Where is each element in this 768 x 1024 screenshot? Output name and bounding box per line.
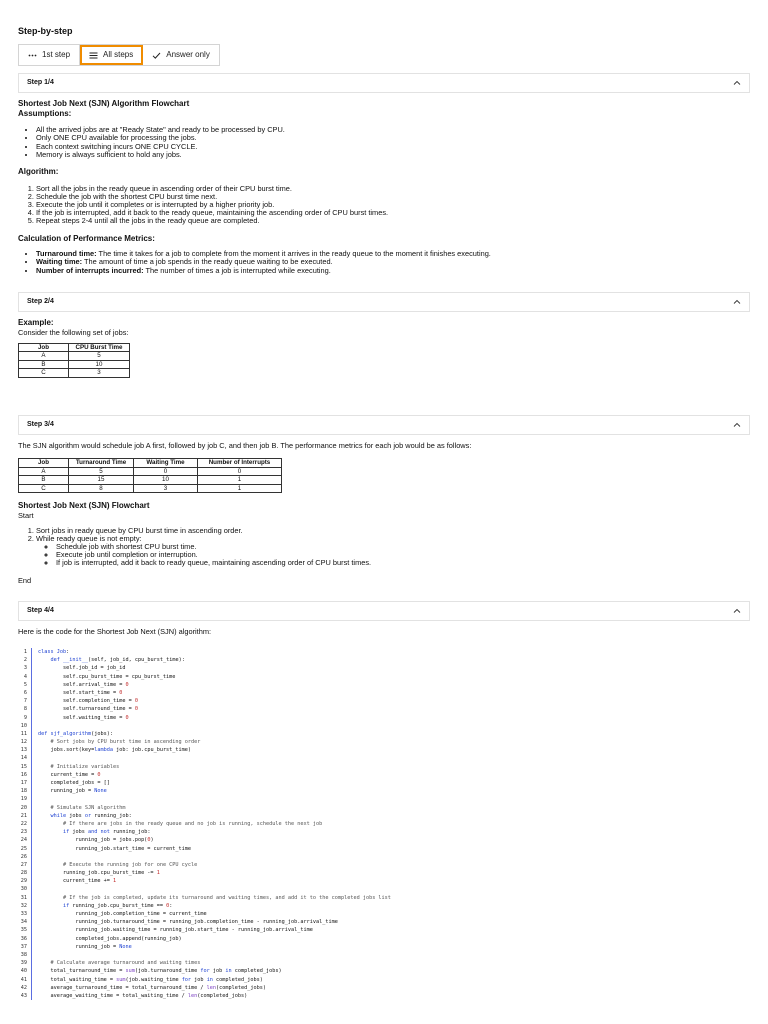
list-item [36, 535, 750, 568]
metric-term: Number of interrupts incurred: [36, 265, 144, 275]
answer-only-label: Answer only [166, 50, 210, 60]
table-cell: 10 [69, 360, 130, 369]
flowchart-start: Start [18, 510, 34, 520]
algorithm-heading: Algorithm: [18, 167, 59, 176]
code-block [18, 648, 750, 1000]
chevron-up-icon[interactable] [733, 607, 741, 615]
table-cell: B [19, 476, 69, 485]
metric-desc: The amount of time a job spends in the ready queue waiting to be executed. [82, 257, 333, 267]
code-line: 32 if running_job.cpu_burst_time == 0: [18, 902, 750, 910]
code-line: 23 if jobs and not running_job: [18, 828, 750, 836]
table-header: Job [19, 343, 69, 352]
table-cell: 5 [69, 467, 134, 476]
table-cell: 10 [134, 476, 198, 485]
table-header: CPU Burst Time [69, 343, 130, 352]
list-item: 4. If the job is interrupted, add it back to the ready queue, maintaining the ascending order of CPU burst times. [36, 209, 750, 217]
assumptions-heading: Assumptions: [18, 108, 72, 118]
code-line: 17 completed_jobs = [] [18, 779, 750, 787]
table-row [19, 476, 282, 485]
table-cell: B [19, 360, 69, 369]
code-line: 9 self.waiting_time = 0 [18, 714, 750, 722]
flowchart-list [18, 527, 750, 568]
table-cell: C [19, 369, 69, 378]
list-item: • All the arrived jobs are at "Ready State" and ready to be processed by CPU. [36, 126, 750, 134]
table-row [19, 352, 130, 361]
code-line: 43 average_waiting_time = total_waiting_time / len(completed_jobs) [18, 992, 750, 1000]
step-4-intro: Here is the code for the Shortest Job Next (SJN) algorithm: [18, 627, 212, 636]
answer-only-button[interactable] [143, 45, 219, 65]
table-header: Number of Interrupts [198, 459, 282, 468]
table-row [19, 467, 282, 476]
code-line: 11 def sjf_algorithm(jobs): [18, 730, 750, 738]
code-line: 33 running_job.completion_time = current_time [18, 910, 750, 918]
flowchart-sublist [36, 543, 750, 568]
code-line: 1 class Job: [18, 648, 750, 656]
step-3-header[interactable] [18, 415, 750, 435]
step-3-content [18, 441, 750, 585]
table-cell: 8 [69, 484, 134, 493]
code-line: 39 # Calculate average turnaround and waiting times [18, 959, 750, 967]
table-header: Job [19, 459, 69, 468]
table-cell: A [19, 467, 69, 476]
view-mode-toggle [18, 44, 220, 66]
metrics-heading: Calculation of Performance Metrics: [18, 233, 155, 243]
step-1-label: Step 1/4 [27, 78, 54, 86]
table-cell: 0 [134, 467, 198, 476]
table-header: Waiting Time [134, 459, 198, 468]
step-4-label: Step 4/4 [27, 606, 54, 614]
code-line: 29 current_time += 1 [18, 877, 750, 885]
all-steps-label: All steps [103, 50, 134, 60]
code-line: 20 # Simulate SJN algorithm [18, 804, 750, 812]
step-2-content [18, 318, 750, 378]
code-line: 16 current_time = 0 [18, 771, 750, 779]
code-line: 15 # Initialize variables [18, 763, 750, 771]
step-4-content [18, 627, 750, 636]
code-line: 19 [18, 795, 750, 803]
first-step-button[interactable] [19, 45, 80, 65]
check-icon [152, 51, 161, 60]
code-line: 41 total_waiting_time = sum(job.waiting_time for job in completed_jobs) [18, 976, 750, 984]
metric-desc: The time it takes for a job to complete from the moment it arrives in the ready queue to the moment it finishes executing. [96, 249, 491, 259]
flowchart-title: Shortest Job Next (SJN) Flowchart [18, 501, 150, 510]
table-header: Turnaround Time [69, 459, 134, 468]
page-title: Step-by-step [18, 26, 73, 36]
metric-term: Waiting time: [36, 257, 83, 267]
table-cell: 0 [198, 467, 282, 476]
code-line: 28 running_job.cpu_burst_time -= 1 [18, 869, 750, 877]
code-line: 38 [18, 951, 750, 959]
step-3-intro: The SJN algorithm would schedule job A first, followed by job C, and then job B. The performance metrics for each job would be as follows: [18, 441, 472, 450]
step-4-header[interactable] [18, 601, 750, 621]
list-item: ◦ Schedule job with shortest CPU burst time. [56, 543, 750, 551]
code-line: 18 running_job = None [18, 787, 750, 795]
code-line: 21 while jobs or running_job: [18, 812, 750, 820]
example-intro: Consider the following set of jobs: [18, 327, 129, 337]
code-line: 25 running_job.start_time = current_time [18, 845, 750, 853]
step-1-header[interactable] [18, 73, 750, 93]
code-line: 3 self.job_id = job_id [18, 664, 750, 672]
chevron-up-icon[interactable] [733, 421, 741, 429]
flowchart-end: End [18, 575, 32, 585]
code-line: 6 self.start_time = 0 [18, 689, 750, 697]
list-item: • Each context switching incurs ONE CPU CYCLE. [36, 143, 750, 151]
step-3-label: Step 3/4 [27, 420, 54, 428]
metric-term: Turnaround time: [36, 249, 97, 259]
table-row [19, 369, 130, 378]
step-2-label: Step 2/4 [27, 297, 54, 305]
code-line: 35 running_job.waiting_time = running_job.start_time - running_job.arrival_time [18, 926, 750, 934]
list-item: ◦ Execute job until completion or interruption. [56, 551, 750, 559]
table-row [19, 484, 282, 493]
list-item: 1. Sort all the jobs in the ready queue in ascending order of their CPU burst time. [36, 185, 750, 193]
code-line: 14 [18, 754, 750, 762]
metrics-table [18, 458, 282, 493]
code-line: 2 def __init__(self, job_id, cpu_burst_time): [18, 656, 750, 664]
code-line: 30 [18, 885, 750, 893]
code-line: 13 jobs.sort(key=lambda job: job.cpu_burst_time) [18, 746, 750, 754]
list-item-text: While ready queue is not empty: [36, 533, 142, 543]
chevron-up-icon[interactable] [733, 79, 741, 87]
code-line: 8 self.turnaround_time = 0 [18, 705, 750, 713]
algorithm-list [18, 185, 750, 226]
list-icon [89, 51, 98, 60]
step-2-header[interactable] [18, 292, 750, 312]
code-line: 42 average_turnaround_time = total_turnaround_time / len(completed_jobs) [18, 984, 750, 992]
example-heading: Example: [18, 318, 54, 327]
list-item: 3. Execute the job until it completes or is interrupted by a higher priority job. [36, 201, 750, 209]
list-item: • Memory is always sufficient to hold any jobs. [36, 151, 750, 159]
step-1-content [18, 99, 750, 275]
all-steps-button[interactable] [80, 45, 143, 65]
table-cell: 1 [198, 484, 282, 493]
table-cell: 15 [69, 476, 134, 485]
jobs-table [18, 343, 130, 378]
list-item: 1. Sort jobs in ready queue by CPU burst time in ascending order. [36, 527, 750, 535]
list-item: 2. Schedule the job with the shortest CPU burst time next. [36, 193, 750, 201]
table-row [19, 360, 130, 369]
metric-desc: The number of times a job is interrupted while executing. [143, 265, 331, 275]
metrics-list [18, 250, 750, 275]
table-cell: 3 [134, 484, 198, 493]
code-line: 12 # Sort jobs by CPU burst time in ascending order [18, 738, 750, 746]
code-line: 34 running_job.turnaround_time = running_job.completion_time - running_job.arrival_time [18, 918, 750, 926]
assumptions-list [18, 126, 750, 159]
step-1-title: Shortest Job Next (SJN) Algorithm Flowchart [18, 99, 190, 108]
list-item: • Only ONE CPU available for processing the jobs. [36, 134, 750, 142]
list-item: ◦ If job is interrupted, add it back to ready queue, maintaining ascending order of CPU burst times. [56, 559, 750, 567]
code-line: 31 # If the job is completed, update its turnaround and waiting times, and add it to the completed jobs list [18, 894, 750, 902]
code-line: 22 # If there are jobs in the ready queue and no job is running, schedule the next job [18, 820, 750, 828]
code-line: 36 completed_jobs.append(running_job) [18, 935, 750, 943]
first-step-label: 1st step [42, 50, 71, 60]
list-item [36, 267, 750, 275]
table-cell: 1 [198, 476, 282, 485]
table-cell: C [19, 484, 69, 493]
table-cell: A [19, 352, 69, 361]
code-line: 27 # Execute the running job for one CPU cycle [18, 861, 750, 869]
code-line: 40 total_turnaround_time = sum(job.turnaround_time for job in completed_jobs) [18, 967, 750, 975]
code-line: 5 self.arrival_time = 0 [18, 681, 750, 689]
code-line: 26 [18, 853, 750, 861]
ellipsis-icon [28, 51, 37, 60]
code-line: 24 running_job = jobs.pop(0) [18, 836, 750, 844]
code-line: 7 self.completion_time = 0 [18, 697, 750, 705]
code-line: 4 self.cpu_burst_time = cpu_burst_time [18, 673, 750, 681]
list-item: 5. Repeat steps 2-4 until all the jobs in the ready queue are completed. [36, 217, 750, 225]
table-cell: 3 [69, 369, 130, 378]
table-cell: 5 [69, 352, 130, 361]
chevron-up-icon[interactable] [733, 298, 741, 306]
code-line: 37 running_job = None [18, 943, 750, 951]
code-line: 10 [18, 722, 750, 730]
